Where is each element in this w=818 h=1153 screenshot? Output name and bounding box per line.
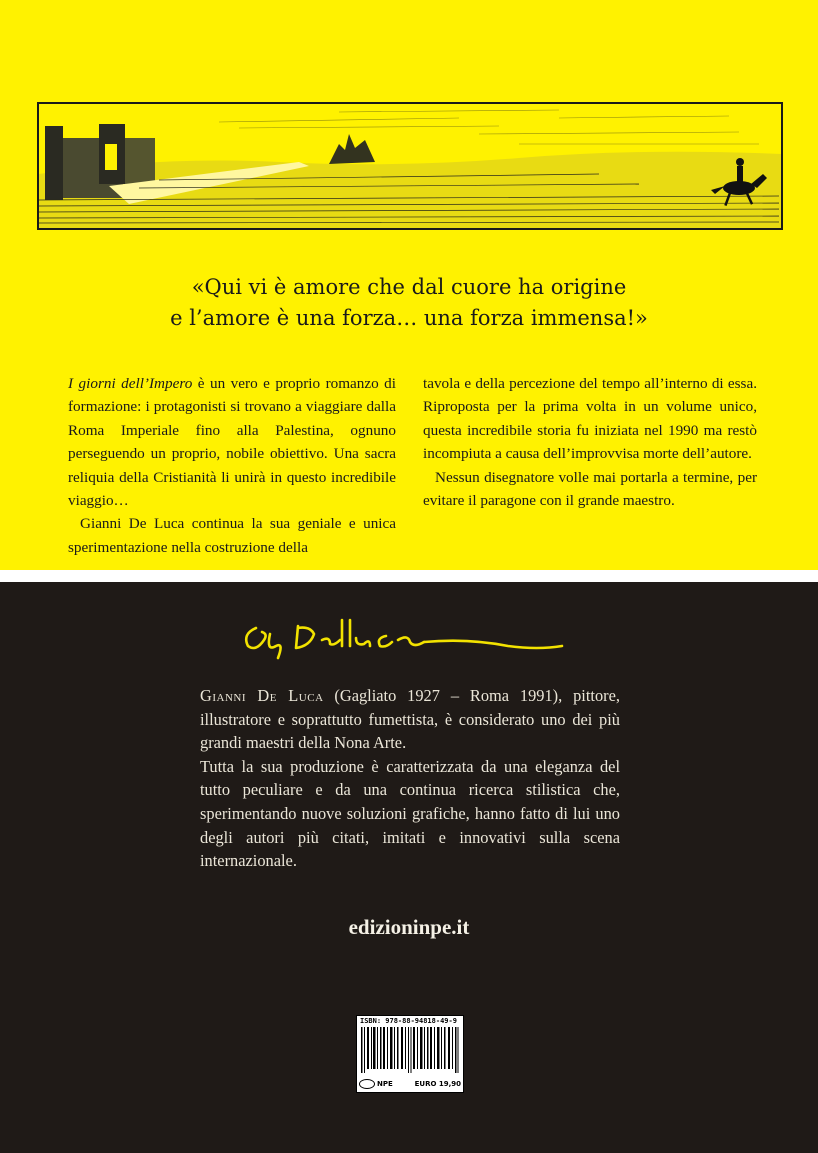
synopsis-paragraph-3: tavola e della percezione del tempo all’interno di essa. Riproposta per la prima volta in un volume unico, questa incredibile storia fu iniziata nel 1990 ma restò incompiuta a causa dell’improvvisa morte dell’autore. — [423, 375, 757, 463]
white-divider — [0, 570, 818, 582]
synopsis-paragraph-1-text: è un vero e proprio romanzo di formazione: i protagonisti si trovano a viaggiare dalla Roma Imperiale fino alla Palestina, ognuno perseguendo un proprio, nobile obiettivo. Una sacra reliquia della Cristianità li unirà in questo incredibile viaggio… — [68, 375, 396, 510]
synopsis-right-column — [423, 372, 757, 512]
author-signature — [238, 612, 568, 662]
barcode-footer — [359, 1078, 461, 1090]
price-label: EURO 19,90 — [414, 1080, 461, 1088]
synopsis-paragraph-2: Gianni De Luca continua la sua geniale e unica sperimentazione nella costruzione della — [68, 515, 396, 556]
quote-line-2: e l’amore è una forza… una forza immensa!» — [170, 306, 648, 330]
eye-logo-icon — [359, 1079, 375, 1089]
publisher-website: edizioninpe.it — [348, 915, 470, 939]
synopsis-left-column — [68, 372, 396, 559]
landscape-illustration — [37, 102, 783, 230]
quote — [100, 272, 718, 334]
isbn-number: ISBN: 978-88-94818-49-9 — [360, 1017, 457, 1025]
synopsis-paragraph-4: Nessun disegnatore volle mai portarla a termine, per evitare il paragone con il grande maestro. — [423, 468, 757, 510]
author-bio — [200, 684, 620, 873]
barcode-bars — [361, 1027, 459, 1073]
quote-line-1: «Qui vi è amore che dal cuore ha origine — [191, 275, 627, 299]
publisher-name: NPE — [377, 1080, 393, 1088]
bio-paragraph-1-text: (Gagliato 1927 – Roma 1991), pittore, illustratore e soprattutto fumettista, è considerato uno dei più grandi maestri della Nona Arte. — [200, 686, 620, 753]
author-name: Gianni De Luca — [200, 686, 324, 705]
bio-paragraph-2: Tutta la sua produzione è caratterizzata da una eleganza del tutto peculiare e da una continua ricerca stilistica che, sperimentando nuove soluzioni grafiche, hanno fatto di lui uno degli autori più citati, imitati e innovativi sulla scena internazionale. — [200, 756, 620, 871]
publisher-mark — [359, 1079, 393, 1089]
yellow-panel — [0, 0, 818, 570]
book-title: I giorni dell’Impero — [68, 375, 193, 392]
isbn-barcode — [356, 1015, 464, 1093]
landscape-drawing — [39, 104, 781, 228]
bio-paragraph-1 — [200, 684, 620, 755]
synopsis-paragraph-1 — [68, 372, 396, 512]
